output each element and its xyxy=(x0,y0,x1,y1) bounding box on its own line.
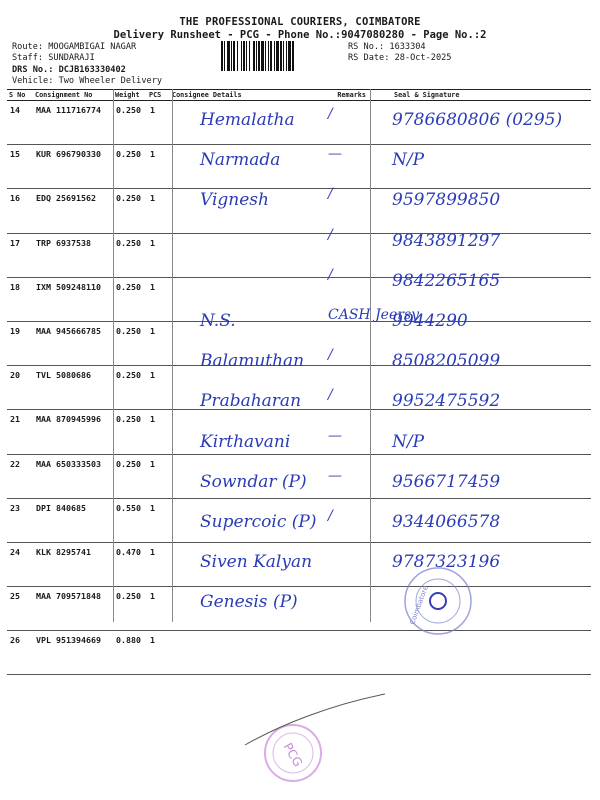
col-consignment: Consignment No xyxy=(33,90,113,101)
handwritten-consignee: Hemalatha xyxy=(200,110,295,130)
cell-pcs: 1 xyxy=(147,321,170,365)
cell-weight: 0.470 xyxy=(113,542,147,586)
company-seal-stamp xyxy=(402,565,474,637)
cell-consignment-no: MAA 650333503 xyxy=(33,454,113,498)
col-weight: Weight xyxy=(113,90,147,101)
cell-sno: 14 xyxy=(7,101,33,145)
handwritten-signature: 9786680806 (0295) xyxy=(392,110,563,130)
cell-consignment-no: KLK 8295741 xyxy=(33,542,113,586)
cell-remarks xyxy=(318,410,368,454)
handwritten-signature: 9952475592 xyxy=(392,391,501,412)
cell-remarks xyxy=(318,454,368,498)
cell-consignee xyxy=(170,277,318,321)
cell-weight: 0.550 xyxy=(113,498,147,542)
cell-remarks xyxy=(318,542,368,586)
handwritten-signature: N/P xyxy=(392,431,425,452)
handwritten-signature: 9843891297 xyxy=(392,230,501,251)
cell-weight: 0.250 xyxy=(113,587,147,631)
table-row xyxy=(7,233,591,277)
cell-weight: 0.250 xyxy=(113,189,147,233)
table-row xyxy=(7,277,591,321)
handwritten-remarks: / xyxy=(328,347,333,364)
handwritten-remarks: / xyxy=(328,186,333,203)
cell-pcs: 1 xyxy=(147,277,170,321)
cell-pcs: 1 xyxy=(147,233,170,277)
cell-sno: 24 xyxy=(7,542,33,586)
table-row xyxy=(7,189,591,233)
cell-sno: 18 xyxy=(7,277,33,321)
cell-sno: 15 xyxy=(7,145,33,189)
cell-consignment-no: DPI 840685 xyxy=(33,498,113,542)
staff-field: Staff: SUNDARAJI xyxy=(12,53,95,63)
cell-weight: 0.250 xyxy=(113,101,147,145)
column-divider xyxy=(370,89,371,622)
cell-sno: 20 xyxy=(7,366,33,410)
cell-consignment-no: KUR 696790330 xyxy=(33,145,113,189)
handwritten-remarks: — xyxy=(328,467,342,484)
cell-remarks xyxy=(318,145,368,189)
cell-pcs: 1 xyxy=(147,145,170,189)
cell-pcs: 1 xyxy=(147,410,170,454)
rs-number: RS No.: 1633304 xyxy=(348,42,426,52)
cell-consignment-no: VPL 951394669 xyxy=(33,631,113,675)
cell-sno: 17 xyxy=(7,233,33,277)
handwritten-remarks: / xyxy=(328,106,333,122)
handwritten-consignee: Supercoic (P) xyxy=(200,512,317,532)
handwritten-signature: 9944290 xyxy=(392,311,468,331)
table-row xyxy=(7,410,591,454)
cell-consignment-no: MAA 945666785 xyxy=(33,321,113,365)
cell-consignment-no: TRP 6937538 xyxy=(33,233,113,277)
cell-weight: 0.250 xyxy=(113,145,147,189)
col-pcs: PCS xyxy=(147,90,170,101)
cell-sno: 16 xyxy=(7,189,33,233)
cell-signature xyxy=(368,584,591,631)
handwritten-remarks: — xyxy=(328,146,342,163)
cell-consignment-no: MAA 709571848 xyxy=(33,587,113,631)
footer-signature-stroke xyxy=(240,690,390,750)
cell-pcs: 1 xyxy=(147,101,170,145)
cell-pcs: 1 xyxy=(147,366,170,410)
handwritten-consignee: Sowndar (P) xyxy=(200,471,307,492)
cell-pcs: 1 xyxy=(147,454,170,498)
cell-weight: 0.250 xyxy=(113,277,147,321)
table-row xyxy=(7,587,591,631)
column-divider xyxy=(172,89,173,622)
handwritten-remarks: / xyxy=(328,387,333,404)
cell-consignment-no: MAA 111716774 xyxy=(33,101,113,145)
handwritten-remarks: / xyxy=(328,226,333,243)
cell-remarks xyxy=(318,233,368,277)
cell-remarks xyxy=(318,631,368,675)
handwritten-signature: 9566717459 xyxy=(392,471,501,492)
cell-remarks xyxy=(318,101,368,145)
barcode-bar xyxy=(294,41,295,71)
seal-text: Coimbatore xyxy=(408,584,430,626)
drs-field: DRS No.: DCJB163330402 xyxy=(12,65,126,75)
cell-consignment-no: MAA 870945996 xyxy=(33,410,113,454)
col-consignee: Consignee Details xyxy=(170,90,318,101)
handwritten-signature: N/P xyxy=(392,150,425,171)
handwritten-consignee: Balamuthan xyxy=(200,351,305,372)
handwritten-signature: 9344066578 xyxy=(392,512,501,532)
cell-sno: 25 xyxy=(7,587,33,631)
handwritten-consignee: Narmada xyxy=(200,150,281,171)
col-signature: Seal & Signature xyxy=(368,90,591,101)
cell-pcs: 1 xyxy=(147,189,170,233)
cell-sno: 19 xyxy=(7,321,33,365)
cell-weight: 0.250 xyxy=(113,321,147,365)
cell-weight: 0.250 xyxy=(113,410,147,454)
vehicle-field: Vehicle: Two Wheeler Delivery xyxy=(12,76,163,86)
cell-weight: 0.880 xyxy=(113,631,147,675)
handwritten-remarks: / xyxy=(328,266,333,283)
handwritten-consignee: Vignesh xyxy=(200,190,269,211)
handwritten-remarks: / xyxy=(328,508,333,524)
cell-sno: 22 xyxy=(7,454,33,498)
document-title: THE PROFESSIONAL COURIERS, COIMBATORE xyxy=(179,16,421,28)
cell-sno: 21 xyxy=(7,410,33,454)
handwritten-signature: 8508205099 xyxy=(392,351,501,372)
handwritten-signature: 9597899850 xyxy=(392,190,501,211)
cell-remarks xyxy=(318,321,368,365)
handwritten-signature: 9842265165 xyxy=(392,270,501,291)
cell-pcs: 1 xyxy=(147,498,170,542)
table-row xyxy=(7,145,591,189)
col-remarks: Remarks xyxy=(318,90,368,101)
cell-consignment-no: EDQ 25691562 xyxy=(33,189,113,233)
runsheet-table xyxy=(7,89,591,675)
column-divider xyxy=(113,89,114,622)
cell-consignee xyxy=(170,233,318,277)
handwritten-consignee: Prabaharan xyxy=(200,391,302,412)
handwritten-signature: 9787323196 xyxy=(392,552,501,573)
cell-remarks xyxy=(318,498,368,542)
cell-pcs: 1 xyxy=(147,631,170,675)
table-header-row xyxy=(7,90,591,101)
handwritten-remarks: — xyxy=(328,427,342,444)
handwritten-consignee: N.S. xyxy=(200,311,236,331)
handwritten-consignee: Kirthavani xyxy=(200,431,291,452)
cell-pcs: 1 xyxy=(147,542,170,586)
table-row xyxy=(7,631,591,675)
cell-consignment-no: IXM 509248110 xyxy=(33,277,113,321)
cell-remarks xyxy=(318,587,368,631)
cell-remarks xyxy=(318,189,368,233)
rs-date: RS Date: 28-Oct-2025 xyxy=(348,53,452,63)
cell-remarks xyxy=(318,366,368,410)
cell-weight: 0.250 xyxy=(113,366,147,410)
cell-weight: 0.250 xyxy=(113,233,147,277)
cell-weight: 0.250 xyxy=(113,454,147,498)
cell-sno: 23 xyxy=(7,498,33,542)
cell-consignee xyxy=(170,631,318,675)
handwritten-remarks: CASH Jeersy xyxy=(328,307,420,323)
cell-consignment-no: TVL 5080686 xyxy=(33,366,113,410)
cell-sno: 26 xyxy=(7,631,33,675)
handwritten-consignee: Genesis (P) xyxy=(200,592,298,613)
cell-signature xyxy=(368,631,591,675)
pcg-stamp-text: PCG xyxy=(280,740,306,770)
document-subtitle: Delivery Runsheet - PCG - Phone No.:9047080280 - Page No.:2 xyxy=(113,29,487,41)
col-sno: S No xyxy=(7,90,33,101)
handwritten-consignee: Siven Kalyan xyxy=(200,552,313,573)
route-field: Route: MOOGAMBIGAI NAGAR xyxy=(12,42,137,52)
barcode xyxy=(221,41,343,71)
cell-pcs: 1 xyxy=(147,587,170,631)
